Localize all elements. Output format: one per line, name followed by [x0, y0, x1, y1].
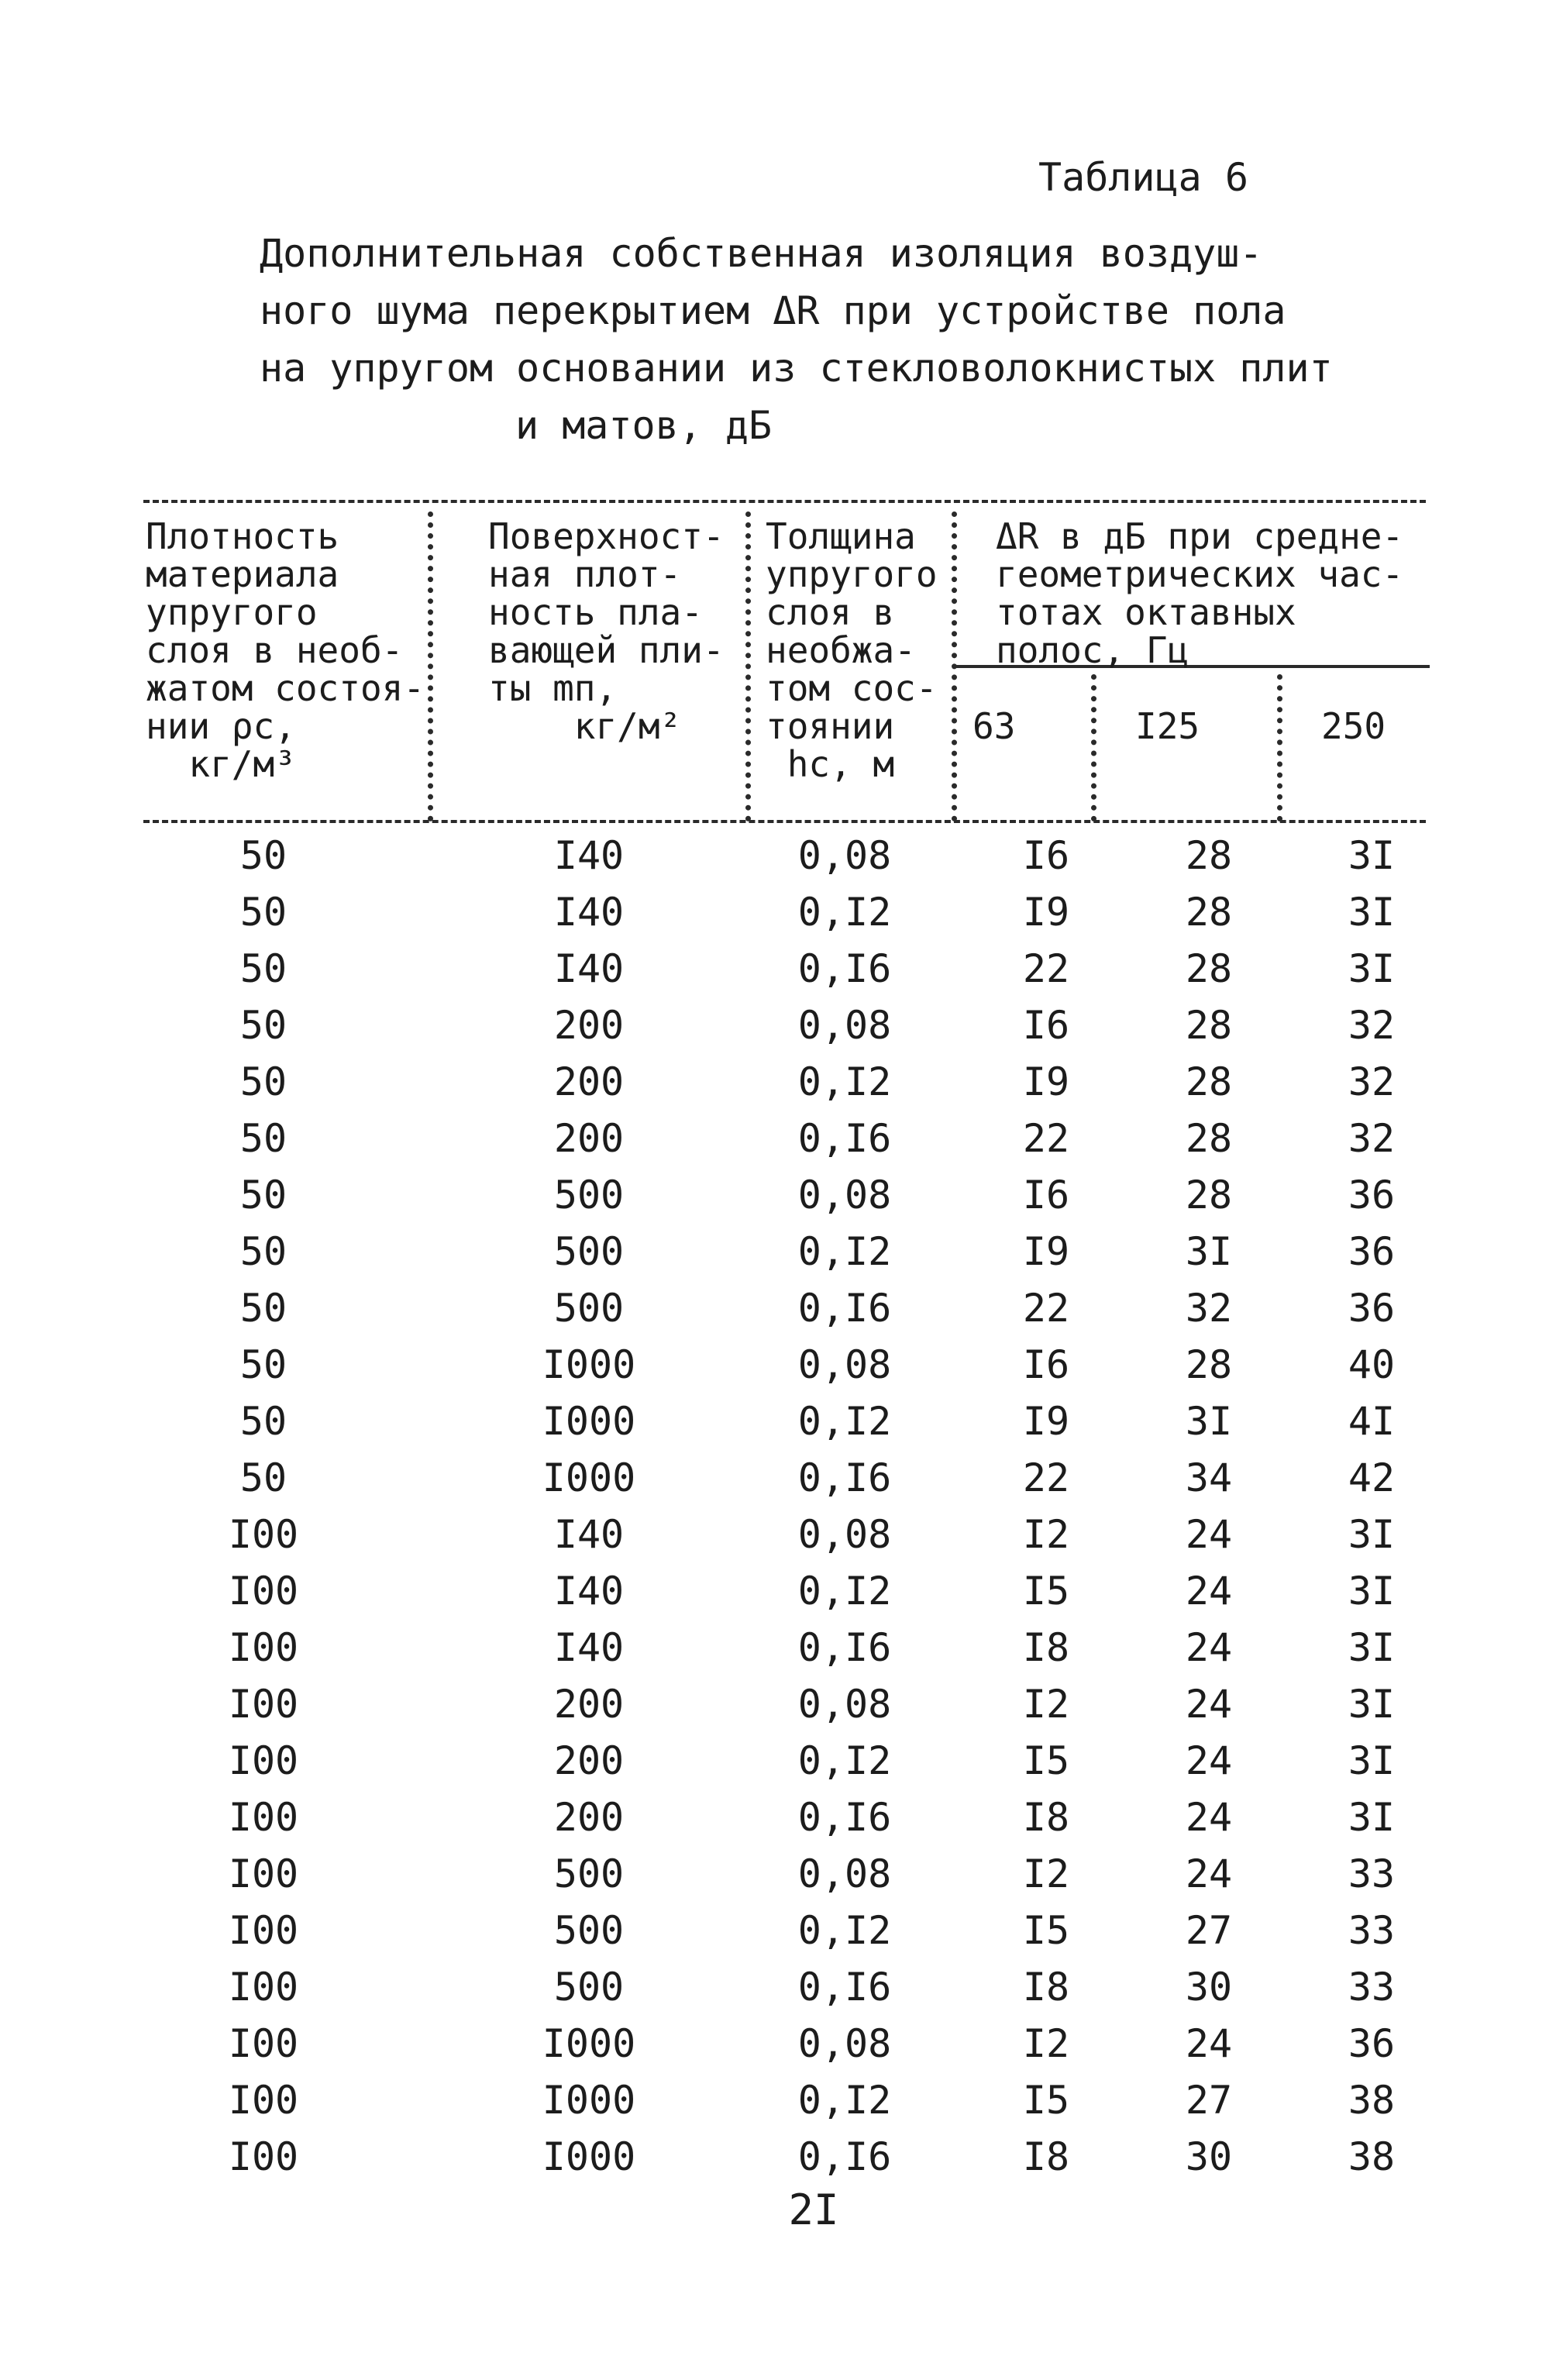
table-cell: I40 [553, 833, 625, 878]
header-freq-250: 250 [1321, 705, 1386, 747]
table-cell: I40 [553, 946, 625, 991]
table-cell: I000 [542, 1455, 636, 1500]
table-cell: 50 [239, 1229, 287, 1274]
table-row [0, 1738, 1556, 1795]
table-cell: 500 [553, 1286, 625, 1331]
table-cell: 50 [239, 946, 287, 991]
header-thickness: Толщина упругого слоя в необжа- том сос- тоянии hс, м [766, 515, 938, 785]
table-cell: 30 [1185, 2134, 1233, 2179]
table-row [0, 1286, 1556, 1342]
header-freq-63: 63 [972, 705, 1016, 747]
table-cell: 0,I2 [797, 1059, 892, 1104]
table-cell: 28 [1185, 1003, 1233, 1048]
table-cell: 22 [1022, 1116, 1070, 1161]
table-cell: 50 [239, 1286, 287, 1331]
table-cell: 28 [1185, 890, 1233, 935]
table-cell: I2 [1022, 2021, 1070, 2066]
table-cell: 50 [239, 1003, 287, 1048]
table-cell: I6 [1022, 1003, 1070, 1048]
table-cell: 0,I2 [797, 1399, 892, 1444]
table-row [0, 1342, 1556, 1399]
table-cell: 0,08 [797, 833, 892, 878]
table-cell: 50 [239, 1399, 287, 1444]
table-cell: 500 [553, 1851, 625, 1896]
table-cell: 32 [1348, 1116, 1396, 1161]
table-cell: 0,08 [797, 1851, 892, 1896]
table-cell: I000 [542, 2134, 636, 2179]
title-line: и матов, дБ [515, 403, 773, 448]
table-cell: 24 [1185, 1795, 1233, 1840]
table-cell: 0,08 [797, 1342, 892, 1387]
table-cell: 0,08 [797, 2021, 892, 2066]
table-cell: I00 [228, 1738, 299, 1783]
table-cell: 0,08 [797, 1173, 892, 1218]
table-cell: 3I [1185, 1229, 1233, 1274]
table-cell: 500 [553, 1908, 625, 1953]
table-cell: 24 [1185, 2021, 1233, 2066]
table-row [0, 1908, 1556, 1965]
title-line: на упругом основании из стекловолокнистых плит [260, 346, 1333, 391]
table-cell: I000 [542, 2021, 636, 2066]
table-cell: 0,I6 [797, 1116, 892, 1161]
table-cell: I000 [542, 1342, 636, 1387]
table-cell: 33 [1348, 1965, 1396, 2010]
table-cell: 32 [1348, 1059, 1396, 1104]
table-cell: 30 [1185, 1965, 1233, 2010]
table-cell: 36 [1348, 1229, 1396, 1274]
table-cell: I8 [1022, 1795, 1070, 1840]
table-cell: I2 [1022, 1512, 1070, 1557]
column-divider [952, 511, 957, 821]
table-cell: 27 [1185, 1908, 1233, 1953]
table-cell: 3I [1348, 1738, 1396, 1783]
table-cell: 3I [1348, 1512, 1396, 1557]
table-row [0, 1965, 1556, 2021]
table-row [0, 1625, 1556, 1682]
table-cell: 28 [1185, 1173, 1233, 1218]
table-cell: I9 [1022, 1399, 1070, 1444]
table-cell: 24 [1185, 1625, 1233, 1670]
table-cell: 33 [1348, 1908, 1396, 1953]
table-cell: 3I [1348, 1682, 1396, 1727]
table-cell: 28 [1185, 946, 1233, 991]
column-divider [1091, 674, 1096, 821]
table-cell: 22 [1022, 1455, 1070, 1500]
table-row [0, 1795, 1556, 1851]
table-cell: 36 [1348, 1173, 1396, 1218]
table-cell: 0,08 [797, 1682, 892, 1727]
table-cell: I8 [1022, 2134, 1070, 2179]
table-title [260, 225, 1422, 454]
table-cell: 0,08 [797, 1512, 892, 1557]
table-row [0, 1569, 1556, 1625]
table-cell: 200 [553, 1059, 625, 1104]
table-cell: I5 [1022, 2078, 1070, 2123]
table-cell: I00 [228, 1682, 299, 1727]
table-cell: I5 [1022, 1908, 1070, 1953]
table-cell: 50 [239, 1173, 287, 1218]
table-cell: 3I [1348, 1569, 1396, 1614]
table-cell: I00 [228, 1908, 299, 1953]
table-cell: I000 [542, 1399, 636, 1444]
table-cell: I6 [1022, 1173, 1070, 1218]
table-cell: I8 [1022, 1625, 1070, 1670]
table-cell: I00 [228, 1965, 299, 2010]
table-cell: 50 [239, 1342, 287, 1387]
table-cell: I00 [228, 1512, 299, 1557]
table-row [0, 1851, 1556, 1908]
table-cell: 22 [1022, 1286, 1070, 1331]
table-cell: 0,I2 [797, 2078, 892, 2123]
table-cell: 500 [553, 1173, 625, 1218]
table-row [0, 2021, 1556, 2078]
table-cell: I00 [228, 1795, 299, 1840]
table-cell: 0,I2 [797, 1229, 892, 1274]
table-cell: I00 [228, 2134, 299, 2179]
header-delta-r-group: ΔR в дБ при средне- геометрических час- тотах октавных полос, Гц [996, 515, 1404, 671]
table-cell: 4I [1348, 1399, 1396, 1444]
table-cell: 50 [239, 1116, 287, 1161]
table-cell: 22 [1022, 946, 1070, 991]
table-cell: 200 [553, 1003, 625, 1048]
table-row [0, 1682, 1556, 1738]
table-top-rule [143, 500, 1426, 503]
table-cell: I6 [1022, 833, 1070, 878]
table-row [0, 946, 1556, 1003]
table-cell: I9 [1022, 890, 1070, 935]
table-cell: 0,08 [797, 1003, 892, 1048]
table-cell: 0,I6 [797, 1965, 892, 2010]
table-cell: 24 [1185, 1738, 1233, 1783]
table-cell: 0,I2 [797, 890, 892, 935]
table-cell: 27 [1185, 2078, 1233, 2123]
table-cell: I5 [1022, 1569, 1070, 1614]
table-cell: I2 [1022, 1682, 1070, 1727]
table-cell: 33 [1348, 1851, 1396, 1896]
table-cell: 0,I2 [797, 1569, 892, 1614]
table-cell: 24 [1185, 1512, 1233, 1557]
table-cell: 40 [1348, 1342, 1396, 1387]
table-cell: 0,I6 [797, 1455, 892, 1500]
table-cell: I00 [228, 2078, 299, 2123]
table-cell: 36 [1348, 1286, 1396, 1331]
table-cell: 50 [239, 1455, 287, 1500]
table-cell: 3I [1348, 890, 1396, 935]
table-cell: 24 [1185, 1682, 1233, 1727]
table-cell: 32 [1348, 1003, 1396, 1048]
table-cell: 0,I6 [797, 1795, 892, 1840]
table-cell: 3I [1348, 946, 1396, 991]
table-cell: 3I [1185, 1399, 1233, 1444]
table-cell: 50 [239, 1059, 287, 1104]
table-row [0, 1059, 1556, 1116]
table-cell: 0,I6 [797, 2134, 892, 2179]
table-cell: I2 [1022, 1851, 1070, 1896]
table-cell: I6 [1022, 1342, 1070, 1387]
table-cell: 0,I6 [797, 1286, 892, 1331]
title-line: ного шума перекрытием ΔR при устройстве пола [260, 288, 1286, 333]
table-body [0, 833, 1556, 2191]
header-freq-125: I25 [1135, 705, 1200, 747]
table-cell: I00 [228, 1625, 299, 1670]
table-cell: 42 [1348, 1455, 1396, 1500]
table-row [0, 1512, 1556, 1569]
table-cell: 3I [1348, 1795, 1396, 1840]
table-cell: 500 [553, 1229, 625, 1274]
table-cell: 28 [1185, 833, 1233, 878]
table-cell: 32 [1185, 1286, 1233, 1331]
table-cell: I000 [542, 2078, 636, 2123]
table-cell: I9 [1022, 1229, 1070, 1274]
table-cell: 0,I6 [797, 946, 892, 991]
table-row [0, 1116, 1556, 1173]
column-divider [428, 511, 433, 821]
table-cell: 500 [553, 1965, 625, 2010]
table-cell: 24 [1185, 1851, 1233, 1896]
title-line: Дополнительная собственная изоляция воздуш- [260, 231, 1263, 276]
table-cell: I9 [1022, 1059, 1070, 1104]
table-cell: 50 [239, 833, 287, 878]
header-surface-density: Поверхност- ная плот- ность пла- вающей пли- ты mп, кг/м² [488, 515, 725, 747]
table-cell: 24 [1185, 1569, 1233, 1614]
table-cell: I8 [1022, 1965, 1070, 2010]
table-row [0, 890, 1556, 946]
table-cell: 0,I6 [797, 1625, 892, 1670]
table-row [0, 2134, 1556, 2191]
table-cell: 28 [1185, 1116, 1233, 1161]
table-cell: 3I [1348, 833, 1396, 878]
header-density: Плотность материала упругого слоя в необ- жатом состоя- нии ρс, кг/м³ [146, 515, 425, 785]
table-cell: 36 [1348, 2021, 1396, 2066]
table-cell: 0,I2 [797, 1908, 892, 1953]
table-cell: 38 [1348, 2134, 1396, 2179]
table-cell: 200 [553, 1795, 625, 1840]
table-cell: I40 [553, 1569, 625, 1614]
table-cell: I40 [553, 1512, 625, 1557]
table-cell: 28 [1185, 1342, 1233, 1387]
table-cell: 50 [239, 890, 287, 935]
table-cell: 34 [1185, 1455, 1233, 1500]
table-row [0, 1455, 1556, 1512]
table-cell: I00 [228, 1851, 299, 1896]
table-cell: 0,I2 [797, 1738, 892, 1783]
table-cell: 28 [1185, 1059, 1233, 1104]
table-row [0, 1003, 1556, 1059]
table-row [0, 1173, 1556, 1229]
table-cell: 200 [553, 1682, 625, 1727]
table-cell: I5 [1022, 1738, 1070, 1783]
table-row [0, 833, 1556, 890]
column-divider [745, 511, 751, 821]
header-bottom-rule [143, 820, 1426, 823]
table-cell: I40 [553, 890, 625, 935]
table-cell: 200 [553, 1116, 625, 1161]
column-divider [1277, 674, 1282, 821]
table-row [0, 2078, 1556, 2134]
page-number: 2I [788, 2185, 839, 2234]
table-row [0, 1399, 1556, 1455]
table-cell: 3I [1348, 1625, 1396, 1670]
table-cell: 200 [553, 1738, 625, 1783]
table-caption: Таблица 6 [1038, 155, 1248, 200]
table-cell: I40 [553, 1625, 625, 1670]
table-row [0, 1229, 1556, 1286]
table-cell: I00 [228, 2021, 299, 2066]
table-cell: 38 [1348, 2078, 1396, 2123]
table-cell: I00 [228, 1569, 299, 1614]
